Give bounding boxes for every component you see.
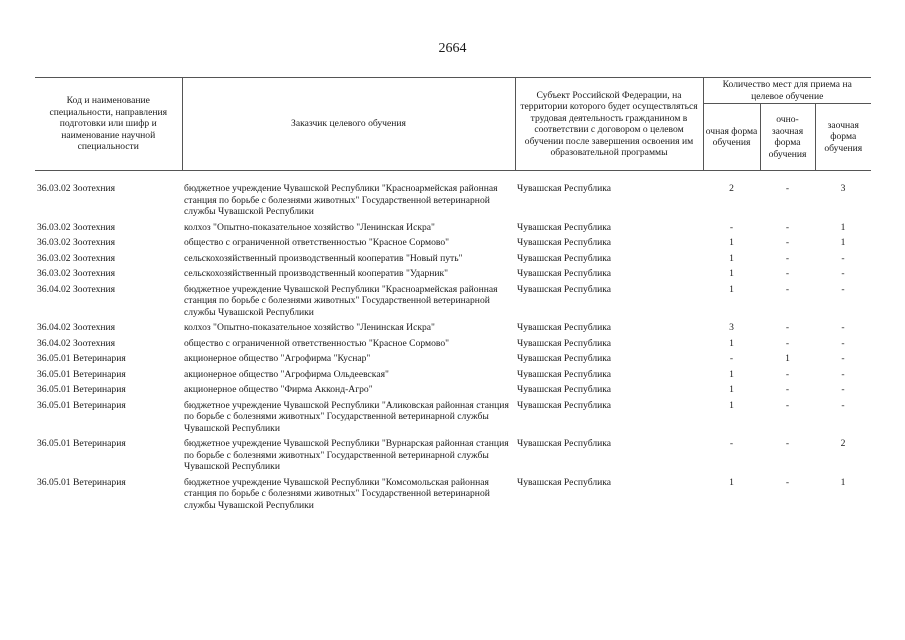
cell-customer: колхоз "Опытно-показательное хозяйство "Ленинская Искра" [184, 221, 435, 233]
cell-subject: Чувашская Республика [517, 322, 612, 333]
cell-subject: Чувашская Республика [517, 384, 612, 395]
cell-full-time: 1 [729, 268, 734, 279]
cell-code: 36.04.02 Зоотехния [37, 322, 116, 333]
cell-full-time: 1 [729, 476, 734, 488]
cell-code: 36.04.02 Зоотехния [37, 283, 116, 295]
cell-part-time: - [785, 221, 790, 233]
cell-part-time: - [785, 399, 790, 411]
cell-full-time: 2 [729, 183, 734, 194]
cell-full-time: 1 [729, 337, 734, 349]
cell-part-time: - [785, 384, 790, 395]
table-body [35, 171, 871, 516]
table-row [35, 338, 871, 354]
cell-code: 36.03.02 Зоотехния [37, 268, 116, 279]
cell-full-time: 1 [729, 384, 734, 395]
header-subject: Субъект Российской Федерации, на территории которого будет осуществляться трудовая деятельность гражданином в соответствии с договором о целевом обучении после завершения освоения им образовательной программы [515, 78, 703, 171]
cell-extramural: - [841, 384, 845, 395]
cell-full-time: - [729, 438, 734, 449]
cell-extramural: - [841, 353, 845, 364]
cell-extramural: - [841, 337, 845, 349]
cell-subject: Чувашская Республика [517, 438, 612, 449]
cell-customer: акционерное общество "Агрофирма "Куснар" [184, 353, 371, 364]
cell-code: 36.05.01 Ветеринария [37, 476, 126, 488]
table-row [35, 369, 871, 385]
cell-extramural: - [841, 283, 845, 295]
cell-part-time: - [785, 283, 790, 295]
cell-subject: Чувашская Республика [517, 183, 612, 194]
cell-code: 36.05.01 Ветеринария [37, 368, 126, 380]
header-full-time: очная форма обучения [703, 104, 760, 171]
cell-subject: Чувашская Республика [517, 268, 612, 279]
cell-part-time: - [785, 183, 790, 194]
cell-customer: акционерное общество "Агрофирма Ольдеевская" [184, 368, 389, 380]
cell-customer: общество с ограниченной ответственностью "Красное Сормово" [184, 337, 450, 349]
table-row [35, 171, 871, 222]
cell-part-time: - [785, 337, 790, 349]
cell-code: 36.04.02 Зоотехния [37, 337, 116, 349]
table-row [35, 353, 871, 369]
table-row [35, 438, 871, 477]
table-row [35, 322, 871, 338]
table-header [35, 78, 871, 171]
cell-customer: бюджетное учреждение Чувашской Республики "Красноармейская районная станция по борьбе с болезнями животных" Государственной ветеринарной службы Чувашской Республики [184, 183, 498, 217]
cell-extramural: - [841, 322, 845, 333]
table-row [35, 222, 871, 238]
cell-extramural: 3 [840, 183, 846, 194]
cell-customer: колхоз "Опытно-показательное хозяйство "Ленинская Искра" [184, 322, 435, 333]
header-quantity: Количество мест для приема на целевое обучение [703, 78, 871, 104]
cell-code: 36.05.01 Ветеринария [37, 399, 126, 411]
cell-extramural: 1 [840, 237, 846, 248]
cell-full-time: 1 [729, 399, 734, 411]
cell-extramural: - [841, 368, 845, 380]
cell-part-time: - [785, 476, 790, 488]
cell-code: 36.03.02 Зоотехния [37, 252, 116, 264]
cell-subject: Чувашская Республика [517, 353, 612, 364]
cell-subject: Чувашская Республика [517, 221, 612, 233]
cell-customer: общество с ограниченной ответственностью "Красное Сормово" [184, 237, 450, 248]
cell-full-time: 1 [729, 252, 734, 264]
table-row [35, 237, 871, 253]
table-row [35, 284, 871, 323]
table-row [35, 384, 871, 400]
cell-code: 36.05.01 Ветеринария [37, 384, 126, 395]
cell-customer: бюджетное учреждение Чувашской Республики "Красноармейская районная станция по борьбе с болезнями животных" Государственной ветеринарной службы Чувашской Республики [184, 283, 498, 318]
cell-subject: Чувашская Республика [517, 283, 612, 295]
header-code: Код и наименование специальности, направления подготовки или шифр и наименование научной специальности [35, 78, 182, 171]
cell-full-time: - [729, 221, 734, 233]
cell-customer: сельскохозяйственный производственный кооператив "Ударник" [184, 268, 449, 279]
target-training-table [35, 77, 871, 515]
cell-part-time: - [785, 322, 790, 333]
cell-part-time: - [785, 252, 790, 264]
cell-part-time: - [785, 368, 790, 380]
cell-extramural: - [841, 252, 845, 264]
table-row [35, 253, 871, 269]
cell-part-time: - [785, 237, 790, 248]
header-part-time: очно-заочная форма обучения [760, 104, 815, 171]
cell-extramural: 1 [840, 476, 846, 488]
cell-customer: акционерное общество "Фирма Акконд-Агро" [184, 384, 373, 395]
cell-full-time: 1 [729, 283, 734, 295]
table-row [35, 477, 871, 516]
header-customer: Заказчик целевого обучения [182, 78, 515, 171]
cell-extramural: 2 [840, 438, 846, 449]
table-row [35, 268, 871, 284]
cell-code: 36.05.01 Ветеринария [37, 438, 126, 449]
cell-code: 36.03.02 Зоотехния [37, 237, 116, 248]
cell-subject: Чувашская Республика [517, 337, 612, 349]
cell-part-time: - [785, 268, 790, 279]
cell-code: 36.05.01 Ветеринария [37, 353, 126, 364]
cell-full-time: 1 [729, 368, 734, 380]
cell-part-time: 1 [785, 353, 790, 364]
cell-subject: Чувашская Республика [517, 237, 612, 248]
cell-customer: бюджетное учреждение Чувашской Республики "Вурнарская районная станция по борьбе с болезнями животных" Государственной ветеринарной службы Чувашской Республики [184, 438, 509, 472]
cell-code: 36.03.02 Зоотехния [37, 221, 116, 233]
cell-subject: Чувашская Республика [517, 252, 612, 264]
cell-extramural: 1 [840, 221, 846, 233]
cell-part-time: - [785, 438, 790, 449]
cell-subject: Чувашская Республика [517, 476, 612, 488]
cell-customer: бюджетное учреждение Чувашской Республики "Аликовская районная станция по борьбе с болезнями животных" Государственной ветеринарной службы Чувашской Республики [184, 399, 509, 434]
cell-code: 36.03.02 Зоотехния [37, 183, 116, 194]
cell-extramural: - [841, 399, 845, 411]
cell-full-time: - [729, 353, 734, 364]
cell-full-time: 1 [729, 237, 734, 248]
header-extramural: заочная форма обучения [815, 104, 871, 171]
cell-customer: бюджетное учреждение Чувашской Республики "Комсомольская районная станция по борьбе с болезнями животных" Государственной ветеринарной службы Чувашской Республики [184, 476, 490, 511]
table-row [35, 400, 871, 439]
cell-extramural: - [841, 268, 845, 279]
cell-subject: Чувашская Республика [517, 399, 612, 411]
page-number: 2664 [438, 41, 467, 56]
cell-subject: Чувашская Республика [517, 368, 612, 380]
cell-full-time: 3 [729, 322, 734, 333]
cell-customer: сельскохозяйственный производственный кооператив "Новый путь" [184, 252, 463, 264]
